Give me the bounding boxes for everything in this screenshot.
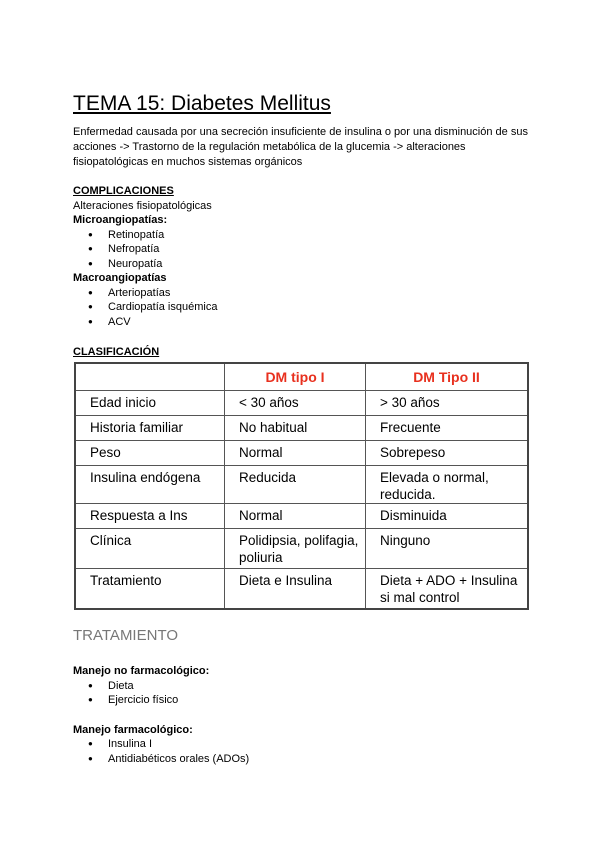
- farm-label: Manejo farmacológico:: [73, 723, 193, 736]
- table-row: [75, 529, 528, 569]
- table-row: [75, 504, 528, 529]
- list-item: ● ACV: [73, 315, 217, 330]
- table-cell: Polidipsia, polifagia, poliuria: [225, 529, 366, 569]
- classification-table: [74, 362, 529, 610]
- list-item: ● Ejercicio físico: [73, 693, 249, 708]
- header-cell: DM Tipo II: [366, 363, 529, 391]
- table-row: [75, 416, 528, 441]
- table-header-row: [75, 363, 528, 391]
- complicaciones-section: [73, 184, 217, 329]
- table-cell: Disminuida: [366, 504, 529, 529]
- list-item: ● Arteriopatías: [73, 286, 217, 301]
- table-cell: Reducida: [225, 466, 366, 504]
- list-item: ● Antidiabéticos orales (ADOs): [73, 752, 249, 767]
- table-cell: No habitual: [225, 416, 366, 441]
- list-item: ● Neuropatía: [73, 257, 217, 272]
- farm-list: [73, 737, 249, 766]
- table-cell: Elevada o normal, reducida.: [366, 466, 529, 504]
- table-cell: Tratamiento: [75, 569, 225, 609]
- list-item: ● Retinopatía: [73, 228, 217, 243]
- table-cell: Peso: [75, 441, 225, 466]
- table-cell: Respuesta a Ins: [75, 504, 225, 529]
- table-cell: Historia familiar: [75, 416, 225, 441]
- table-cell: Frecuente: [366, 416, 529, 441]
- table-row: [75, 391, 528, 416]
- table-row: [75, 441, 528, 466]
- header-cell: DM tipo I: [225, 363, 366, 391]
- table-cell: Normal: [225, 441, 366, 466]
- list-item: ● Dieta: [73, 679, 249, 694]
- clasificacion-heading: CLASIFICACIÓN: [73, 346, 160, 358]
- header-cell: [75, 363, 225, 391]
- tratamiento-heading: TRATAMIENTO: [73, 627, 178, 644]
- table-cell: Sobrepeso: [366, 441, 529, 466]
- table-cell: Ninguno: [366, 529, 529, 569]
- macro-label: Macroangiopatías: [73, 272, 167, 284]
- tratamiento-section: [73, 664, 249, 766]
- complicaciones-subtitle: Alteraciones fisiopatológicas: [73, 199, 212, 212]
- table-cell: Normal: [225, 504, 366, 529]
- table-cell: Edad inicio: [75, 391, 225, 416]
- table-cell: Dieta + ADO + Insulina si mal control: [366, 569, 529, 609]
- no-farm-list: [73, 679, 249, 708]
- macro-list: [73, 286, 217, 330]
- page-title: TEMA 15: Diabetes Mellitus: [73, 92, 331, 115]
- micro-list: [73, 228, 217, 272]
- micro-label: Microangiopatías:: [73, 214, 168, 226]
- table-cell: Dieta e Insulina: [225, 569, 366, 609]
- complicaciones-heading: COMPLICACIONES: [73, 185, 174, 197]
- intro-paragraph: Enfermedad causada por una secreción insuficiente de insulina o por una disminución de sus acciones -> Trastorno de la regulación metabólica de la glucemia -> alteraciones fisiopatológicas en muchos sistemas orgánicos: [73, 126, 528, 168]
- list-item: ● Nefropatía: [73, 242, 217, 257]
- table-row: [75, 466, 528, 504]
- no-farm-label: Manejo no farmacológico:: [73, 665, 210, 677]
- table-row: [75, 569, 528, 609]
- table-cell: Clínica: [75, 529, 225, 569]
- table-cell: Insulina endógena: [75, 466, 225, 504]
- table-cell: < 30 años: [225, 391, 366, 416]
- list-item: ● Insulina I: [73, 737, 249, 752]
- list-item: ● Cardiopatía isquémica: [73, 300, 217, 315]
- table-cell: > 30 años: [366, 391, 529, 416]
